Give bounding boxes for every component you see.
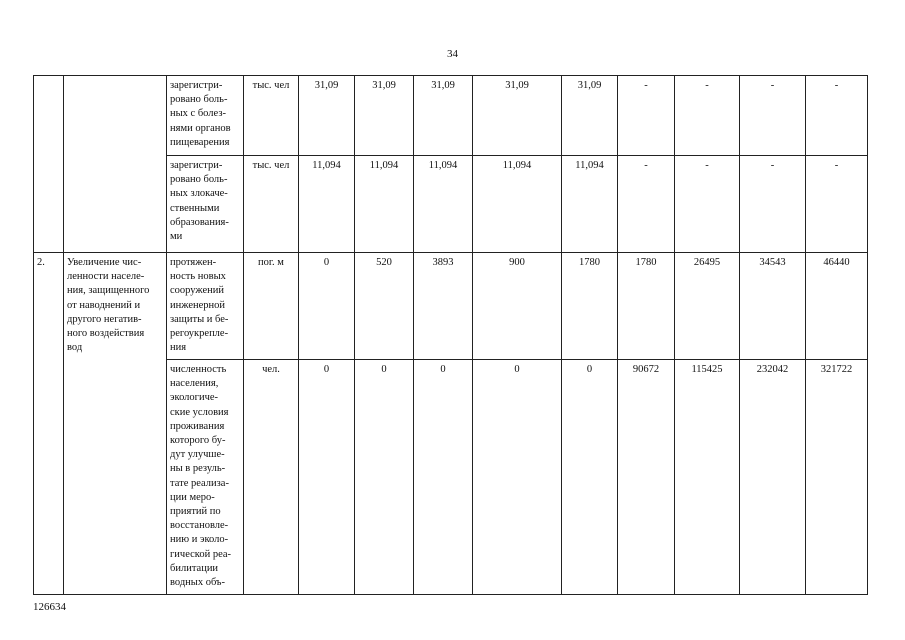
value-cell: 0 [299,253,355,360]
value-cell: 11,094 [473,156,562,253]
value-cell: 232042 [740,360,806,595]
unit-cell: тыс. чел [244,156,299,253]
table-row [34,76,868,156]
value-cell: - [806,156,868,253]
indicator-cell: численность населения, экологиче- ские условия проживания которого бу- дут улучше- ны в резуль- тате реализа- ции меро- приятий по восстановле- нию и эколо- гической реа- билитации водных объ- [167,360,244,595]
value-cell: - [618,76,675,156]
value-cell: - [618,156,675,253]
value-cell: 1780 [562,253,618,360]
row-index-cell: 2. [34,253,64,595]
value-cell: 115425 [675,360,740,595]
value-cell: 11,094 [562,156,618,253]
value-cell: - [740,76,806,156]
value-cell: - [740,156,806,253]
value-cell: 0 [414,360,473,595]
indicator-cell: зарегистри- ровано боль- ных с болез- нями органов пищеварения [167,76,244,156]
value-cell: 520 [355,253,414,360]
value-cell: 26495 [675,253,740,360]
value-cell: 0 [299,360,355,595]
unit-cell: тыс. чел [244,76,299,156]
value-cell: 31,09 [414,76,473,156]
value-cell: - [675,156,740,253]
value-cell: 90672 [618,360,675,595]
value-cell: 11,094 [299,156,355,253]
row-index-cell [34,76,64,253]
indicator-cell: зарегистри- ровано боль- ных злокаче- ственными образования- ми [167,156,244,253]
goal-name-cell: Увеличение чис- ленности населе- ния, защищенного от наводнений и другого негатив- ного воздействия вод [64,253,167,595]
value-cell: 0 [355,360,414,595]
value-cell: 1780 [618,253,675,360]
value-cell: 46440 [806,253,868,360]
value-cell: 31,09 [355,76,414,156]
unit-cell: пог. м [244,253,299,360]
value-cell: - [675,76,740,156]
indicators-table [33,75,868,595]
value-cell: 900 [473,253,562,360]
unit-cell: чел. [244,360,299,595]
value-cell: 11,094 [414,156,473,253]
value-cell: 31,09 [473,76,562,156]
value-cell: 0 [473,360,562,595]
value-cell: 34543 [740,253,806,360]
indicator-cell: протяжен- ность новых сооружений инженерной защиты и бе- регоукрепле- ния [167,253,244,360]
goal-name-cell [64,76,167,253]
value-cell: 321722 [806,360,868,595]
value-cell: 0 [562,360,618,595]
value-cell: - [806,76,868,156]
value-cell: 11,094 [355,156,414,253]
document-code: 126634 [33,601,66,613]
page-number: 34 [447,48,458,60]
table-row [34,253,868,360]
value-cell: 31,09 [299,76,355,156]
value-cell: 31,09 [562,76,618,156]
value-cell: 3893 [414,253,473,360]
